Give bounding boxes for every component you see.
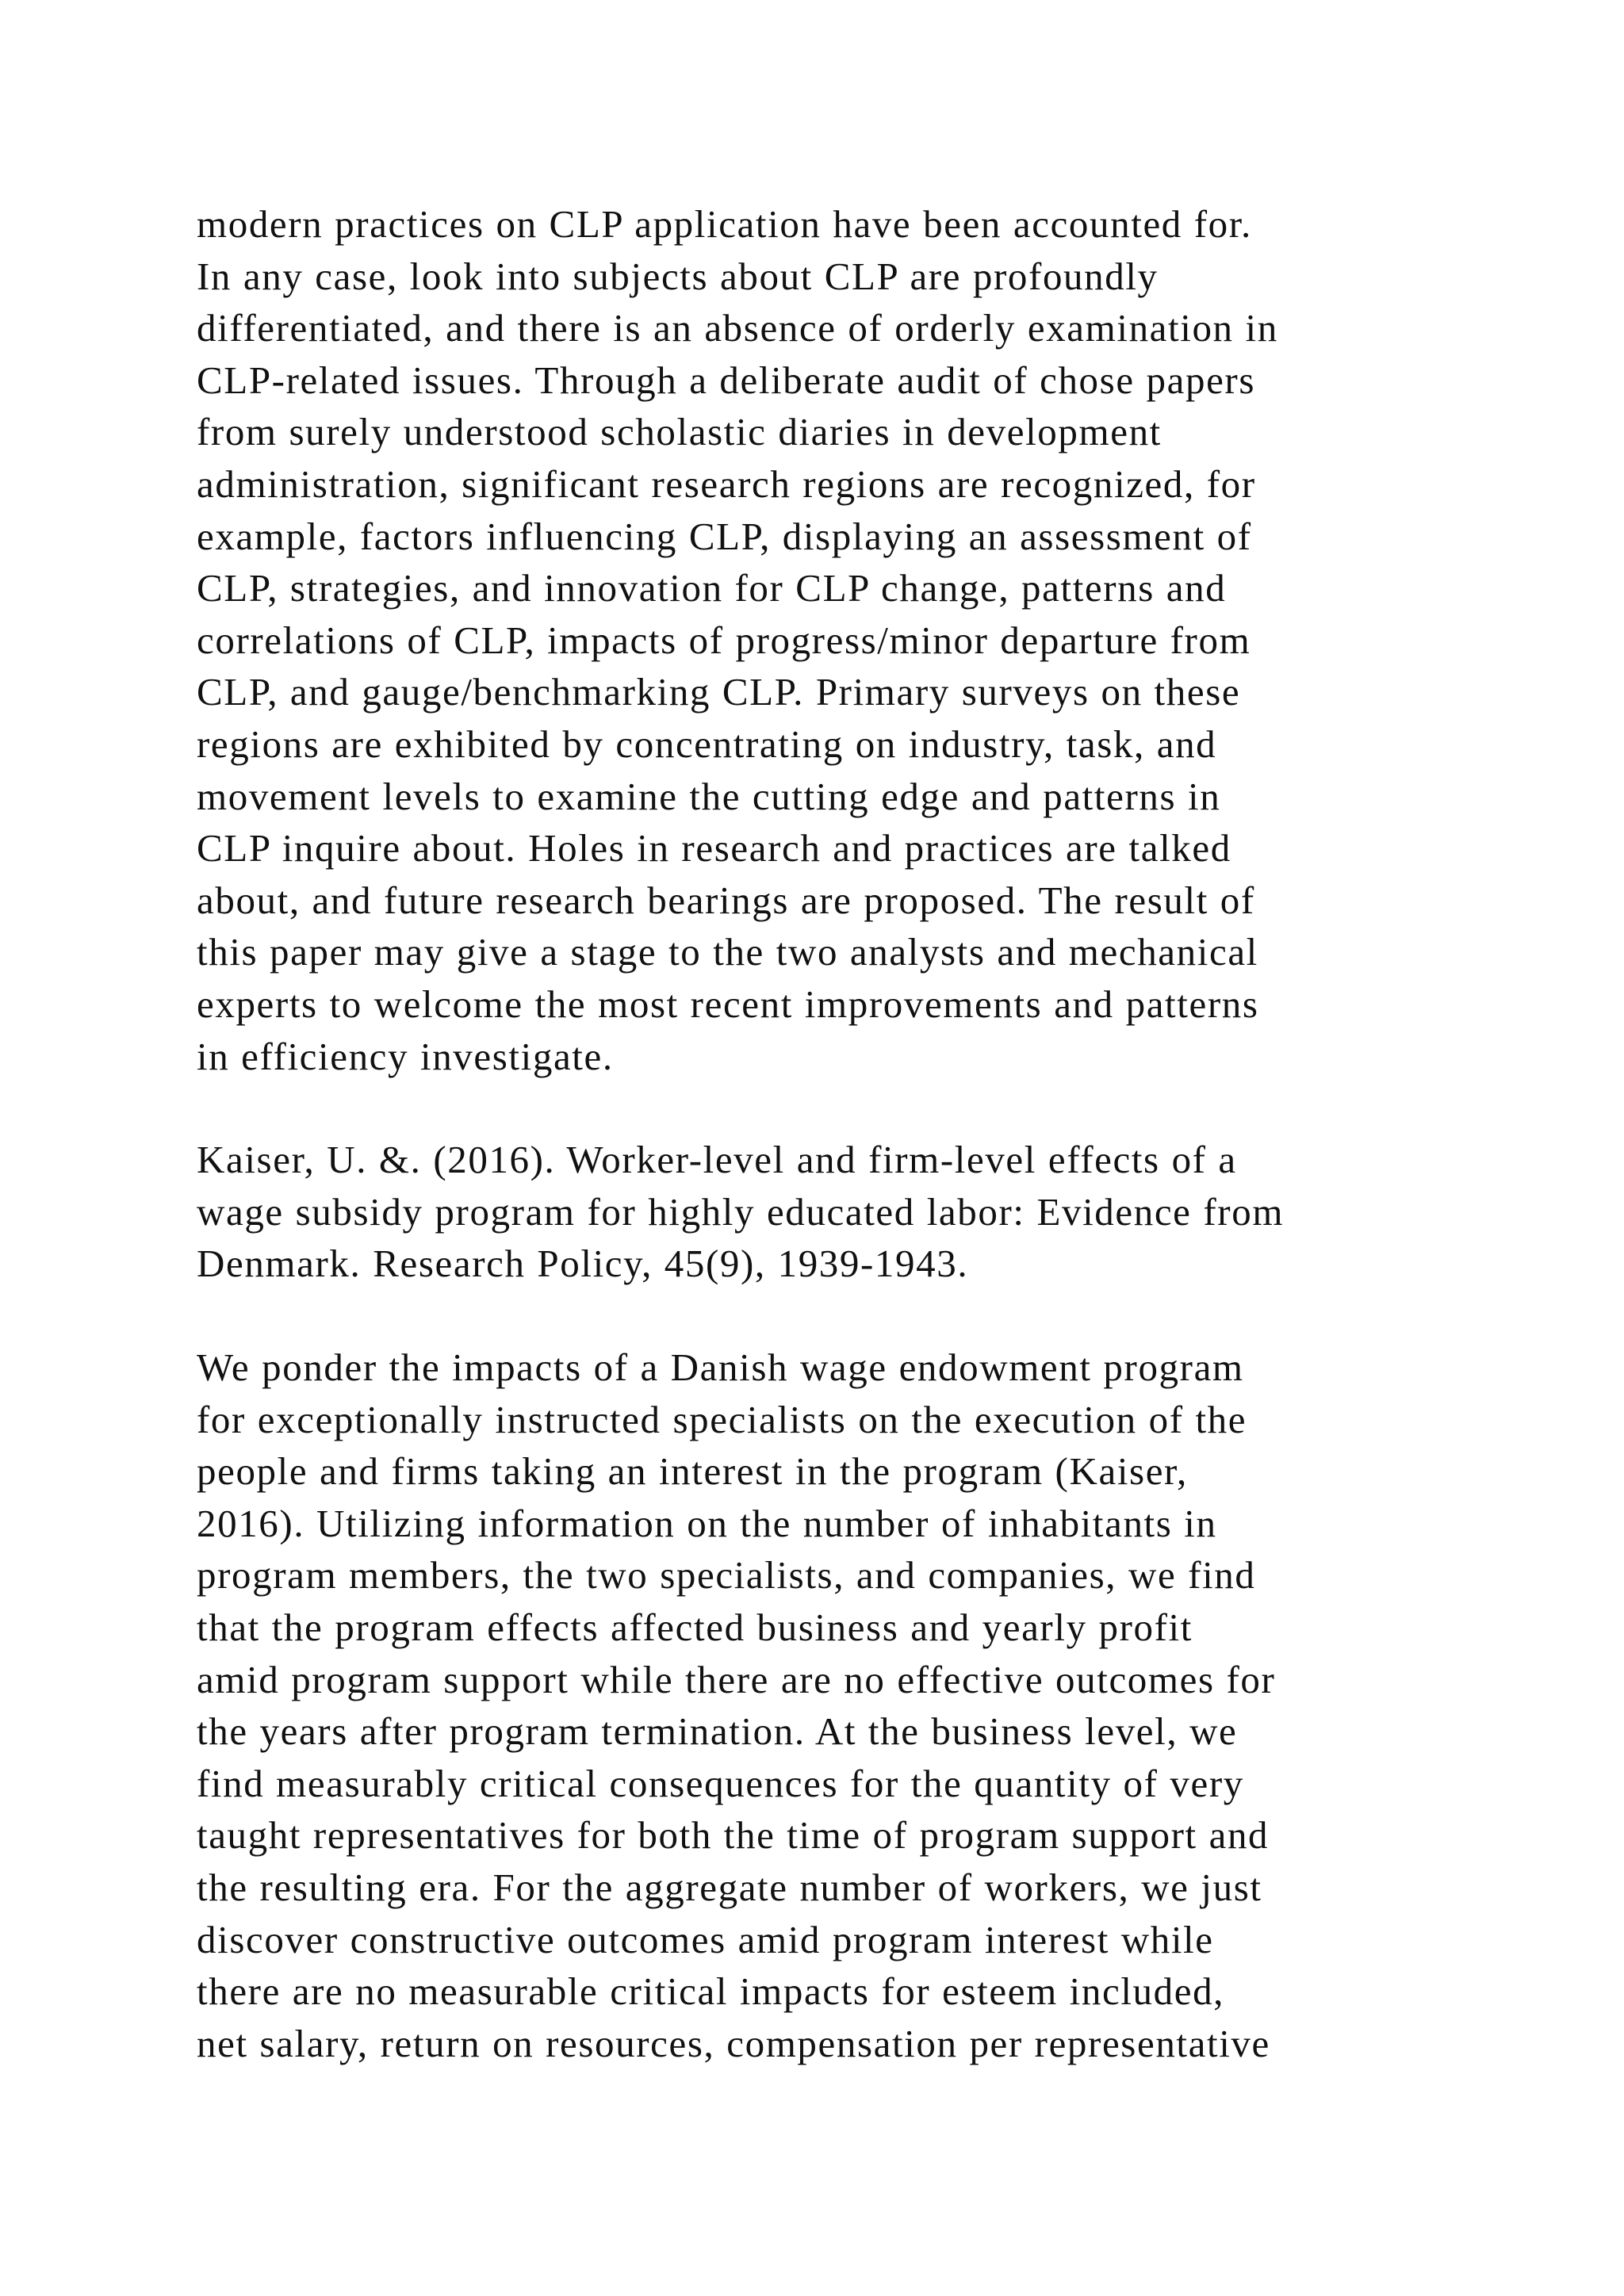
text-line: differentiated, and there is an absence of orderly examination in: [197, 306, 1278, 350]
text-line: CLP inquire about. Holes in research and practices are talked: [197, 826, 1231, 871]
text-line: We ponder the impacts of a Danish wage endowment program: [197, 1345, 1244, 1389]
text-line: wage subsidy program for highly educated labor: Evidence from: [197, 1189, 1285, 1234]
text-line: example, factors influencing CLP, displaying an assessment of: [197, 514, 1252, 558]
text-line: CLP-related issues. Through a deliberate audit of chose papers: [197, 358, 1255, 402]
paragraph-kaiser-summary: [197, 1341, 1513, 2069]
text-line: taught representatives for both the time of program support and: [197, 1813, 1270, 1858]
text-line: discover constructive outcomes amid program interest while: [197, 1917, 1214, 1961]
text-line: CLP, strategies, and innovation for CLP change, patterns and: [197, 566, 1227, 610]
text-line: the years after program termination. At the business level, we: [197, 1709, 1238, 1754]
text-line: movement levels to examine the cutting edge and patterns in: [197, 774, 1221, 818]
text-line: In any case, look into subjects about CLP are profoundly: [197, 254, 1159, 298]
text-line: from surely understood scholastic diaries in development: [197, 410, 1162, 454]
text-line: there are no measurable critical impacts for esteem included,: [197, 1969, 1225, 2014]
text-line: net salary, return on resources, compensation per representative: [197, 2021, 1270, 2065]
text-line: administration, significant research regions are recognized, for: [197, 461, 1256, 506]
text-line: CLP, and gauge/benchmarking CLP. Primary surveys on these: [197, 670, 1241, 714]
text-line: this paper may give a stage to the two analysts and mechanical: [197, 930, 1258, 974]
text-line: Kaiser, U. &. (2016). Worker-level and firm-level effects of a: [197, 1138, 1237, 1181]
text-line: Denmark. Research Policy, 45(9), 1939-1943.: [197, 1242, 969, 1286]
text-line: program members, the two specialists, and companies, we find: [197, 1553, 1256, 1598]
text-line: modern practices on CLP application have been accounted for.: [197, 202, 1252, 246]
text-line: correlations of CLP, impacts of progress/minor departure from: [197, 618, 1251, 662]
text-line: regions are exhibited by concentrating on industry, task, and: [197, 721, 1217, 766]
text-line: that the program effects affected business and yearly profit: [197, 1605, 1193, 1649]
text-line: people and firms taking an interest in the program (Kaiser,: [197, 1449, 1188, 1494]
text-line: amid program support while there are no effective outcomes for: [197, 1657, 1276, 1701]
text-line: for exceptionally instructed specialists on the execution of the: [197, 1397, 1247, 1441]
text-line: in efficiency investigate.: [197, 1034, 614, 1078]
text-line: 2016). Utilizing information on the number of inhabitants in: [197, 1501, 1217, 1545]
reference-citation-kaiser: [197, 1134, 1513, 1290]
text-line: experts to welcome the most recent improvements and patterns: [197, 982, 1259, 1026]
text-line: find measurably critical consequences for the quantity of very: [197, 1761, 1244, 1805]
text-line: about, and future research bearings are proposed. The result of: [197, 878, 1255, 922]
paragraph-clp-review-summary: [197, 198, 1513, 1082]
text-line: the resulting era. For the aggregate number of workers, we just: [197, 1865, 1262, 1909]
